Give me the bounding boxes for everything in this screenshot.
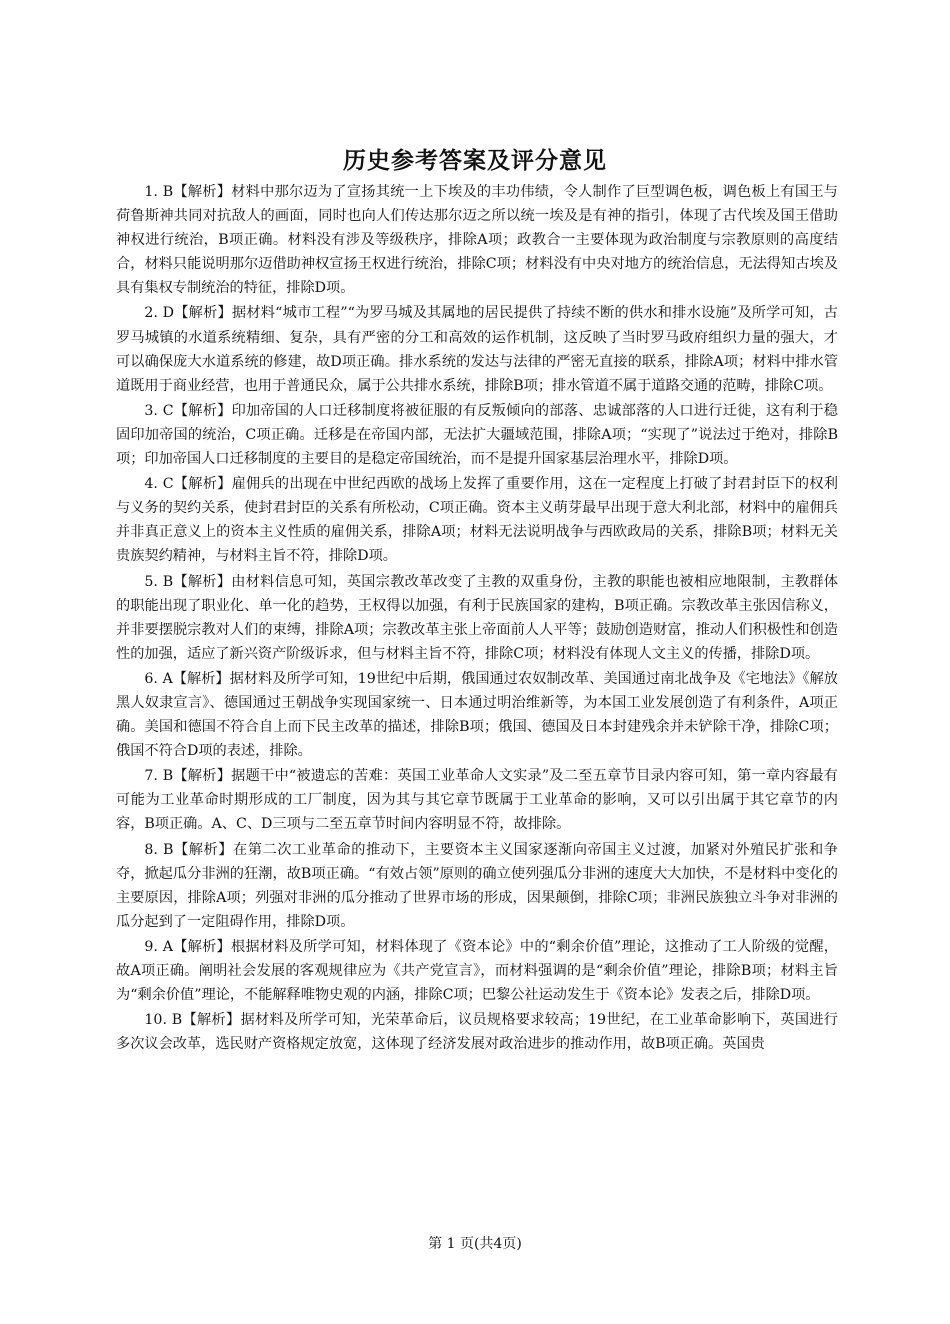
answer-text: 6. A【解析】据材料及所学可知，19世纪中后期，俄国通过农奴制改革、美国通过南北战争及《宅地法》《解放黑人奴隶宣言》、德国通过王朝战争实现国家统一、日本通过明治维新等，为本国工业发展创造了有利条件，A项正确。美国和德国不符合自上而下民主改革的描述，排除B项；俄国、德国及日本封建残余并未铲除干净，排除C项；俄国不符合D项的表述，排除。 [116, 670, 838, 760]
answer-item [116, 301, 838, 397]
answer-text: 5. B【解析】由材料信息可知，英国宗教改革改变了主教的双重身份，主教的职能也被相应地限制，主教群体的职能出现了职业化、单一化的趋势，王权得以加强，有利于民族国家的建构，B项正确。宗教改革主张因信称义，并非要摆脱宗教对人们的束缚，排除A项；宗教改革主张上帝面前人人平等；鼓励创造财富，推动人们积极性和创造性的加强，适应了新兴资产阶级诉求，但与材料主旨不符，排除C项；材料没有体现人文主义的传播，排除D项。 [116, 573, 838, 662]
answer-list [116, 180, 838, 1057]
answer-text: 7. B【解析】据题干中“被遗忘的苦难：英国工业革命人文实录”及二至五章节目录内容可知，第一章内容最有可能为工业革命时期形成的工厂制度，因为其与其它章节既属于工业革命的影响，又可以引出属于其它章节的内容，B项正确。A、C、D三项与二至五章节时间内容明显不符，故排除。 [116, 768, 838, 833]
answer-item [116, 570, 838, 666]
answer-text: 4. C【解析】雇佣兵的出现在中世纪西欧的战场上发挥了重要作用，这在一定程度上打破了封君封臣下的权利与义务的契约关系，使封君封臣的关系有所松动，C项正确。资本主义萌芽最早出现于意大利北部，材料中的雇佣兵并非真正意义上的资本主义性质的雇佣关系，排除A项；材料无法说明战争与西欧政局的关系，排除B项；材料无关贵族契约精神，与材料主旨不符，排除D项。 [116, 476, 838, 565]
answer-text: 10. B【解析】据材料及所学可知，光荣革命后，议员规格要求较高；19世纪，在工业革命影响下，英国进行多次议会改革，选民财产资格规定放宽，这体现了经济发展对政治进步的推动作用，故B项正确。英国贵 [116, 1012, 838, 1053]
answer-text: 8. B【解析】在第二次工业革命的推动下，主要资本主义国家逐渐向帝国主义过渡，加紧对外殖民扩张和争夺，掀起瓜分非洲的狂潮，故B项正确。“有效占领”原则的确立使列强瓜分非洲的速度大大加快，不是材料中变化的主要原因，排除A项；列强对非洲的瓜分推动了世界市场的形成，因果颠倒，排除C项；非洲民族独立斗争对非洲的瓜分起到了一定阻碍作用，排除D项。 [116, 841, 838, 930]
answer-item [116, 1008, 838, 1056]
answer-item [116, 399, 838, 471]
answer-item [116, 764, 838, 836]
page-footer: 第 1 页(共4页) [428, 1236, 522, 1252]
answer-text: 1. B【解析】材料中那尔迈为了宣扬其统一上下埃及的丰功伟绩，令人制作了巨型调色板，调色板上有国王与荷鲁斯神共同对抗敌人的画面，同时也向人们传达那尔迈之所以统一埃及是有神的指引，体现了古代埃及国王借助神权进行统治，B项正确。材料没有涉及等级秩序，排除A项；政教合一主要体现为政治制度与宗教原则的高度结合，材料只能说明那尔迈借助神权宣扬王权进行统治，排除C项；材料没有中央对地方的统治信息，无法得知古埃及具有集权专制统治的特征，排除D项。 [116, 184, 838, 297]
page-title: 历史参考答案及评分意见 [343, 148, 607, 174]
answer-item [116, 838, 838, 934]
answer-item [116, 180, 838, 300]
answer-text: 3. C【解析】印加帝国的人口迁移制度将被征服的有反叛倾向的部落、忠诚部落的人口进行迁徙，这有利于稳固印加帝国的统治，C项正确。迁移是在帝国内部，无法扩大疆域范围，排除A项；“实现了”说法过于绝对，排除B项；印加帝国人口迁移制度的主要目的是稳定帝国统治，而不是提升国家基层治理水平，排除D项。 [116, 402, 838, 468]
answer-item [116, 935, 838, 1007]
answer-text: 2. D【解析】据材料“城市工程”“为罗马城及其属地的居民提供了持续不断的供水和排水设施”及所学可知，古罗马城镇的水道系统精细、复杂，具有严密的分工和高效的运作机制，这反映了当时罗马政府组织力量的强大，才可以确保庞大水道系统的修建，故D项正确。排水系统的发达与法律的严密无直接的联系，排除A项；材料中排水管道既用于商业经营，也用于普通民众，属于公共排水系统，排除B项；排水管道不属于道路交通的范畴，排除C项。 [116, 305, 838, 394]
answer-text: 9. A【解析】根据材料及所学可知，材料体现了《资本论》中的“剩余价值”理论，这推动了工人阶级的觉醒，故A项正确。阐明社会发展的客观规律应为《共产党宣言》，而材料强调的是“剩余价值”理论，排除B项；材料主旨为“剩余价值”理论，不能解释唯物史观的内涵，排除C项；巴黎公社运动发生于《资本论》发表之后，排除D项。 [116, 938, 838, 1004]
answer-item [116, 472, 838, 568]
answer-item [116, 667, 838, 763]
